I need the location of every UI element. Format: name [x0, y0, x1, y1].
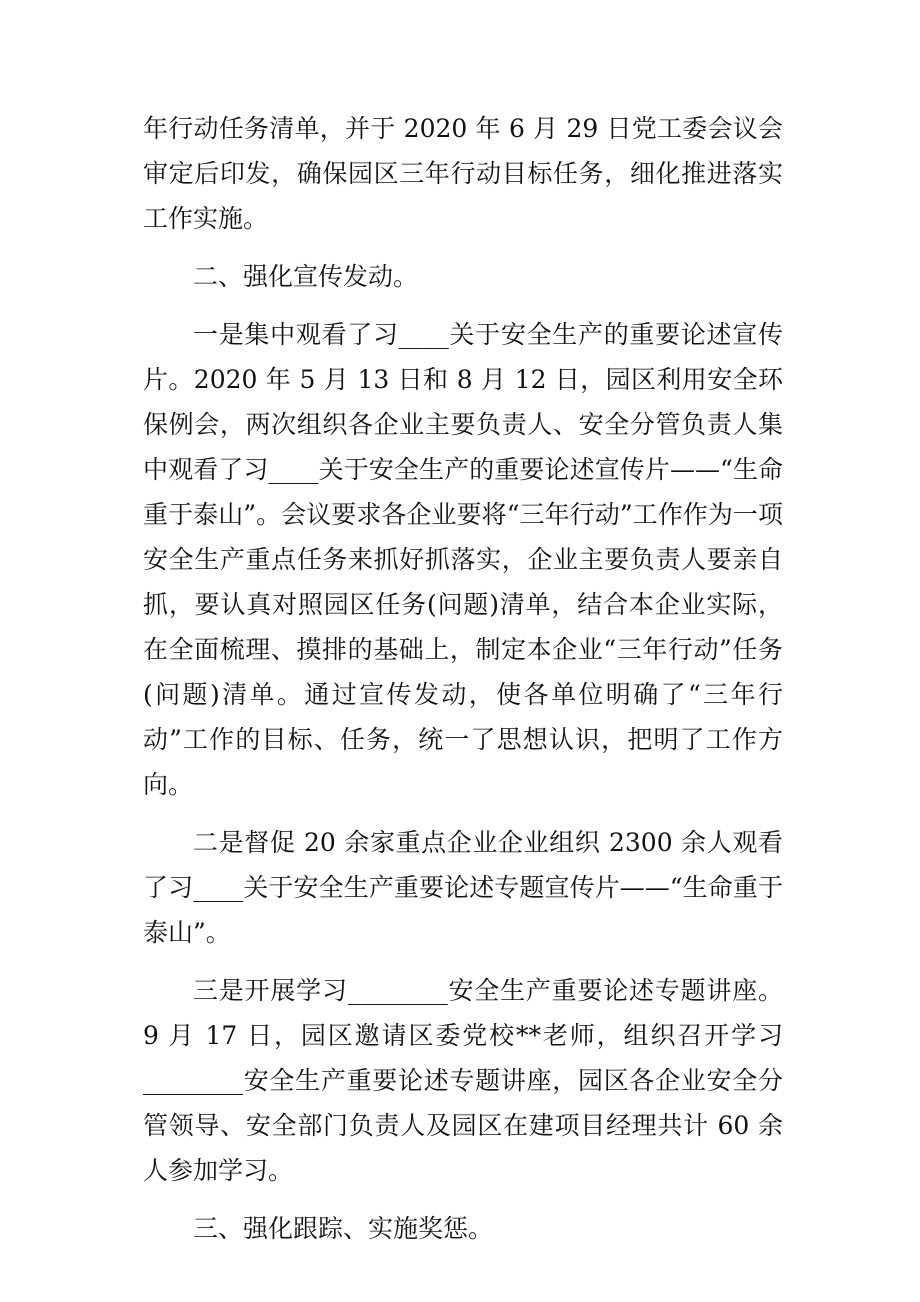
paragraph-continuation: 年行动任务清单，并于 2020 年 6 月 29 日党工委会议会审定后印发，确保园区三年行动目标任务，细化推进落实工作实施。	[143, 114, 783, 233]
paragraph-item-3: 三是开展学习________安全生产重要论述专题讲座。9 月 17 日，园区邀请区委党校**老师，组织召开学习________安全生产重要论述专题讲座，园区各企业安全分管领导、安全部门负责人及园区在建项目经理共计 60 余人参加学习。	[143, 976, 783, 1185]
section-heading-3: 三、强化跟踪、实施奖惩。	[193, 1214, 494, 1243]
paragraph-item-1: 一是集中观看了习____关于安全生产的重要论述宣传片。2020 年 5 月 13 日和 8 月 12 日，园区利用安全环保例会，两次组织各企业主要负责人、安全分管负责人集中观看了习____关于安全生产的重要论述宣传片——“生命重于泰山”。会议要求各企业要将“三年行动”工作作为一项安全生产重点任务来抓好抓落实，企业主要负责人要亲自抓，要认真对照园区任务(问题)清单，结合本企业实际，在全面梳理、摸排的基础上，制定本企业“三年行动”任务(问题)清单。通过宣传发动，使各单位明确了“三年行动”工作的目标、任务，统一了思想认识，把明了工作方向。	[143, 320, 783, 799]
paragraph-item-2: 二是督促 20 余家重点企业企业组织 2300 余人观看了习____关于安全生产重要论述专题宣传片——“生命重于泰山”。	[143, 828, 783, 947]
section-heading-2: 二、强化宣传发动。	[193, 262, 419, 291]
document-page	[143, 106, 783, 1264]
